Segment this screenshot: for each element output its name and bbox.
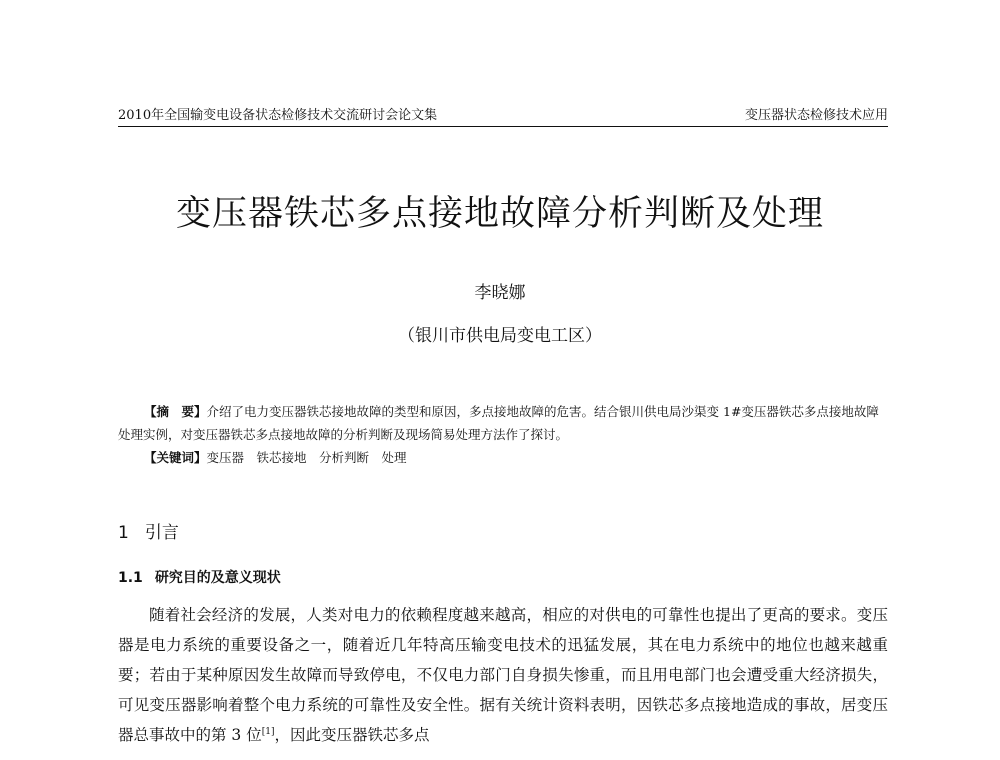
author-name: 李晓娜 xyxy=(474,283,526,303)
abstract-block xyxy=(118,400,888,469)
section-number: 1 xyxy=(118,523,129,543)
keywords-text: 变压器 铁芯接地 分析判断 处理 xyxy=(206,450,407,465)
subsection-heading-1-1 xyxy=(118,567,281,587)
paragraph-text-before-ref: 随着社会经济的发展，人类对电力的依赖程度越来越高，相应的对供电的可靠性也提出了更高的要求。变压器是电力系统的重要设备之一，随着近几年特高压输变电技术的迅猛发展，其在电力系统中的地位也越来越重要；若由于某种原因发生故障而导致停电，不仅电力部门自身损失惨重，而且用电部门也会遭受重大经济损失，可见变压器影响着整个电力系统的可靠性及安全性。据有关统计资料表明，因铁芯多点接地造成的事故，居变压器总事故中的第 3 位 xyxy=(118,606,888,744)
section-title: 引言 xyxy=(144,523,179,543)
section-heading-1 xyxy=(118,518,179,543)
citation-ref: [1] xyxy=(261,726,275,737)
paper-title: 变压器铁芯多点接地故障分析判断及处理 xyxy=(175,194,824,234)
abstract-paragraph xyxy=(118,400,888,446)
subsection-title: 研究目的及意义现状 xyxy=(154,570,281,586)
author-affiliation: （银川市供电局变电工区） xyxy=(398,326,602,346)
abstract-label: 【摘 要】 xyxy=(144,404,207,419)
keywords-label: 【关键词】 xyxy=(144,450,207,465)
keywords-paragraph xyxy=(118,446,888,469)
abstract-text: 介绍了电力变压器铁芯接地故障的类型和原因，多点接地故障的危害。结合银川供电局沙渠变 1#变压器铁芯多点接地故障处理实例，对变压器铁芯多点接地故障的分析判断及现场简易处理方法作了探讨。 xyxy=(118,404,879,442)
running-header-right: 变压器状态检修技术应用 xyxy=(744,108,888,123)
running-header xyxy=(118,104,888,127)
paragraph-text-after-ref: ，因此变压器铁芯多点 xyxy=(274,726,430,744)
running-header-left: 2010年全国输变电设备状态检修技术交流研讨会论文集 xyxy=(118,108,438,123)
body-paragraph xyxy=(118,600,888,750)
body-text xyxy=(118,600,888,750)
subsection-number: 1.1 xyxy=(118,570,143,586)
